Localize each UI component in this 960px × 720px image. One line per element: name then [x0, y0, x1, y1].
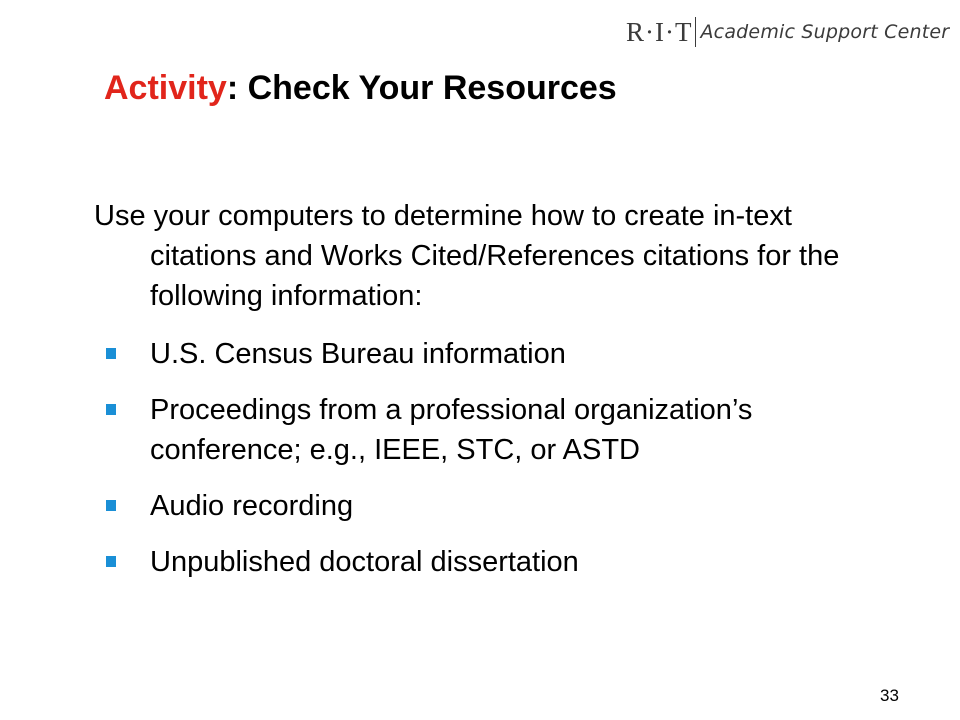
- slide-number: 33: [880, 686, 899, 705]
- logo-name: Academic Support Center: [700, 21, 950, 43]
- bullet-text: Audio recording: [150, 490, 354, 522]
- bullet-text: Unpublished doctoral dissertation: [150, 546, 579, 578]
- bullet-text: U.S. Census Bureau information: [150, 338, 566, 370]
- title-rest: : Check Your Resources: [226, 69, 617, 107]
- list-item: [94, 390, 894, 470]
- rit-asc-logo: [626, 14, 949, 50]
- slide-title: [104, 66, 617, 110]
- intro-text: Use your computers to determine how to create in-text citations and Works Cited/References citations for the following information:: [94, 200, 840, 312]
- list-item: [94, 334, 894, 374]
- bullet-list: [94, 334, 894, 582]
- list-item: [94, 542, 894, 582]
- square-bullet-icon: [106, 556, 116, 567]
- square-bullet-icon: [106, 348, 116, 359]
- list-item: [94, 486, 894, 526]
- logo-mark: R·I·T: [626, 17, 693, 47]
- bullet-text: Proceedings from a professional organization’s conference; e.g., IEEE, STC, or ASTD: [150, 394, 753, 466]
- title-accent: Activity: [104, 69, 227, 107]
- logo-divider: [695, 17, 696, 47]
- square-bullet-icon: [106, 500, 116, 511]
- square-bullet-icon: [106, 404, 116, 415]
- slide-body: [94, 196, 894, 598]
